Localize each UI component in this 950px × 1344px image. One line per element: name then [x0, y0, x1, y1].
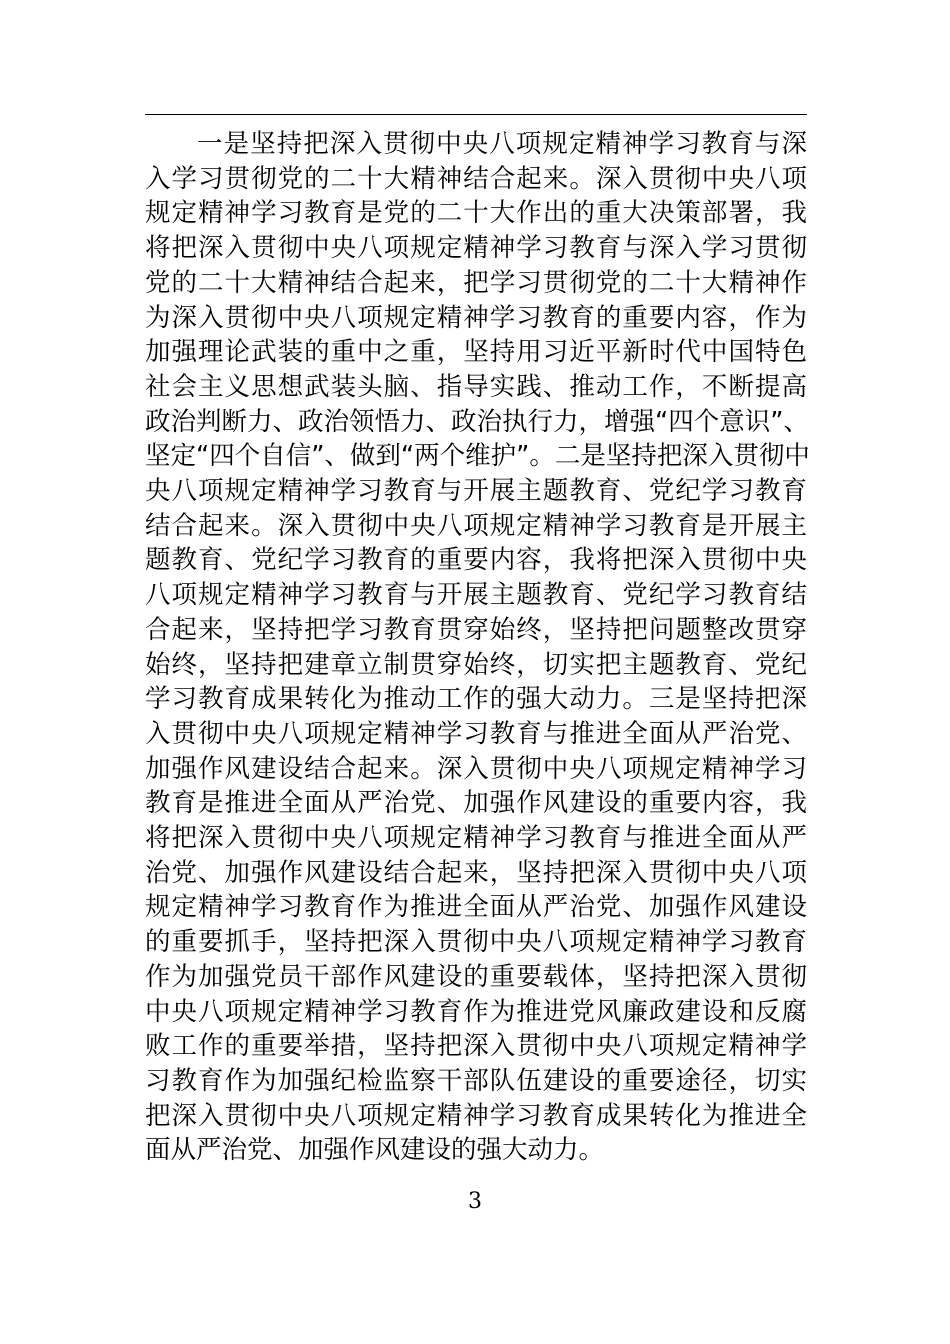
paragraph-line: 规定精神学习教育是党的二十大作出的重大决策部署，我: [145, 198, 807, 229]
paragraph-line: 为深入贯彻中央八项规定精神学习教育的重要内容，作为: [145, 302, 807, 333]
paragraph-line: 央八项规定精神学习教育与开展主题教育、党纪学习教育: [145, 476, 807, 507]
paragraph-line: 始终，坚持把建章立制贯穿始终，切实把主题教育、党纪: [145, 649, 807, 680]
paragraph-line: 中央八项规定精神学习教育作为推进党风廉政建设和反腐: [145, 996, 807, 1027]
paragraph-line: 习教育作为加强纪检监察干部队伍建设的重要途径，切实: [145, 1065, 807, 1096]
paragraph-line: 入学习贯彻党的二十大精神结合起来。深入贯彻中央八项: [145, 163, 807, 194]
paragraph-line: 入贯彻中央八项规定精神学习教育与推进全面从严治党、: [145, 718, 807, 749]
paragraph-line: 作为加强党员干部作风建设的重要载体，坚持把深入贯彻: [145, 961, 807, 992]
paragraph-line: 将把深入贯彻中央八项规定精神学习教育与推进全面从严: [145, 823, 807, 854]
paragraph-line: 规定精神学习教育作为推进全面从严治党、加强作风建设: [145, 892, 807, 923]
paragraph-line: 的重要抓手，坚持把深入贯彻中央八项规定精神学习教育: [145, 927, 807, 958]
body-paragraph: [145, 127, 810, 1168]
paragraph-line: 社会主义思想武装头脑、指导实践、推动工作，不断提高: [145, 371, 807, 402]
paragraph-line: 治党、加强作风建设结合起来，坚持把深入贯彻中央八项: [145, 857, 807, 888]
paragraph-line: 坚定“四个自信”、做到“两个维护”。二是坚持把深入贯彻中: [145, 441, 810, 472]
paragraph-line: 将把深入贯彻中央八项规定精神学习教育与深入学习贯彻: [145, 233, 807, 264]
paragraph-line: 党的二十大精神结合起来，把学习贯彻党的二十大精神作: [145, 267, 807, 298]
paragraph-line: 题教育、党纪学习教育的重要内容，我将把深入贯彻中央: [145, 545, 807, 576]
paragraph-line: 加强理论武装的重中之重，坚持用习近平新时代中国特色: [145, 337, 807, 368]
paragraph-line: 加强作风建设结合起来。深入贯彻中央八项规定精神学习: [145, 753, 807, 784]
paragraph-line: 败工作的重要举措，坚持把深入贯彻中央八项规定精神学: [145, 1031, 807, 1062]
paragraph-line: 政治判断力、政治领悟力、政治执行力，增强“四个意识”、: [145, 406, 809, 437]
paragraph-line: 教育是推进全面从严治党、加强作风建设的重要内容，我: [145, 788, 807, 819]
paragraph-line: 一是坚持把深入贯彻中央八项规定精神学习教育与深: [197, 129, 807, 159]
paragraph-line: 八项规定精神学习教育与开展主题教育、党纪学习教育结: [145, 580, 807, 611]
page-number: 3: [468, 1189, 482, 1214]
paragraph-line: 结合起来。深入贯彻中央八项规定精神学习教育是开展主: [145, 510, 807, 541]
paragraph-line: 学习教育成果转化为推动工作的强大动力。三是坚持把深: [145, 684, 807, 715]
header-divider: [145, 114, 807, 115]
paragraph-line: 合起来，坚持把学习教育贯穿始终，坚持把问题整改贯穿: [145, 614, 807, 645]
paragraph-line: 面从严治党、加强作风建设的强大动力。: [145, 1135, 605, 1166]
paragraph-line: 把深入贯彻中央八项规定精神学习教育成果转化为推进全: [145, 1100, 807, 1131]
